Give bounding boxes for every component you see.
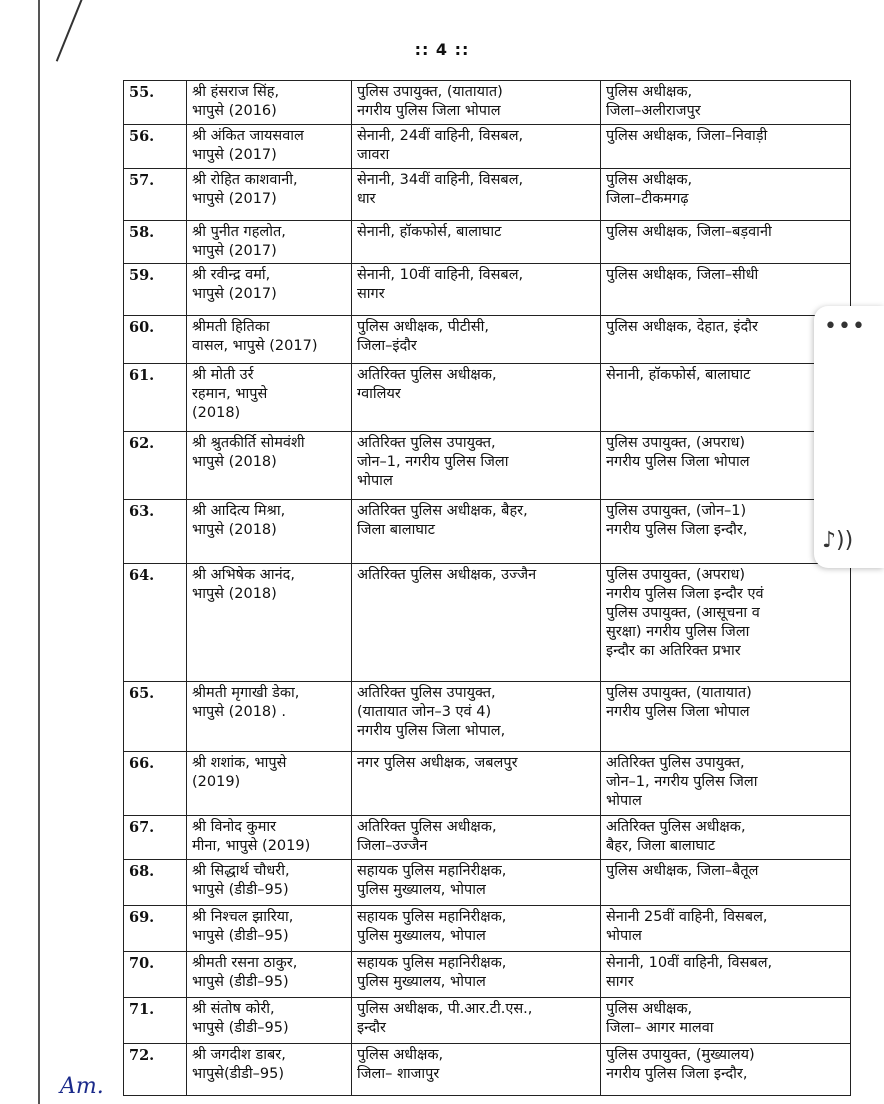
officer-name-cell-line: मीना, भापुसे (2019) (192, 838, 311, 854)
transfer-table (123, 80, 854, 1096)
page-edge-line (38, 0, 40, 1104)
new-posting-cell-line: सेनानी, 10वीं वाहिनी, विसबल, (606, 955, 773, 971)
officer-name-cell-line: भापुसे (2018) (192, 586, 277, 602)
officer-name-cell (187, 952, 352, 998)
officer-name-cell-line: श्री अंकित जायसवाल (192, 128, 304, 144)
table-row (124, 682, 851, 752)
serial-number-cell: 66. (124, 752, 187, 816)
new-posting-cell-line: सागर (606, 974, 634, 990)
officer-name-cell-line: वासल, भापुसे (2017) (192, 338, 318, 354)
officer-name-cell-line: श्री रोहित काशवानी, (192, 172, 298, 188)
officer-name-cell-line: श्री अभिषेक आनंद, (192, 567, 295, 583)
new-posting-cell-line: पुलिस उपायुक्त, (आसूचना व (606, 605, 760, 621)
current-posting-cell (352, 816, 601, 860)
officer-name-cell (187, 169, 352, 221)
officer-name-cell (187, 564, 352, 682)
officer-name-cell-line: श्री हंसराज सिंह, (192, 84, 280, 100)
officer-name-cell (187, 682, 352, 752)
current-posting-cell (352, 221, 601, 264)
table-row (124, 998, 851, 1044)
new-posting-cell-line: भोपाल (606, 793, 642, 809)
current-posting-cell (352, 169, 601, 221)
current-posting-cell (352, 264, 601, 316)
officer-name-cell-line: भापुसे (डीडी–95) (192, 928, 289, 944)
new-posting-cell (601, 816, 851, 860)
new-posting-cell-line: पुलिस अधीक्षक, जिला–बैतूल (606, 863, 759, 879)
current-posting-cell (352, 952, 601, 998)
new-posting-cell (601, 316, 851, 364)
officer-name-cell-line: श्री सिद्धार्थ चौधरी, (192, 863, 290, 879)
new-posting-cell-line: पुलिस अधीक्षक, (606, 1001, 693, 1017)
officer-name-cell-line: श्री जगदीश डाबर, (192, 1047, 286, 1063)
new-posting-cell-line: पुलिस अधीक्षक, जिला–बड़वानी (606, 224, 772, 240)
current-posting-cell-line: नगरीय पुलिस जिला भोपाल, (357, 723, 506, 739)
officer-name-cell (187, 1044, 352, 1096)
new-posting-cell-line: जोन–1, नगरीय पुलिस जिला (606, 774, 758, 790)
serial-number-cell: 55. (124, 81, 187, 125)
new-posting-cell-line: पुलिस उपायुक्त, (अपराध) (606, 567, 746, 583)
serial-number-cell: 58. (124, 221, 187, 264)
current-posting-cell-line: पुलिस अधीक्षक, पीटीसी, (357, 319, 489, 335)
current-posting-cell-line: पुलिस उपायुक्त, (यातायात) (357, 84, 503, 100)
officer-name-cell (187, 221, 352, 264)
current-posting-cell-line: सहायक पुलिस महानिरीक्षक, (357, 955, 507, 971)
serial-number-cell: 70. (124, 952, 187, 998)
transfer-table-body (124, 81, 854, 1096)
new-posting-cell-line: नगरीय पुलिस जिला इन्दौर, (606, 522, 748, 538)
officer-name-cell-line: श्री मोती उर्र (192, 367, 254, 383)
current-posting-cell-line: पुलिस मुख्यालय, भोपाल (357, 928, 486, 944)
current-posting-cell-line: अतिरिक्त पुलिस अधीक्षक, (357, 367, 497, 383)
current-posting-cell-line: इन्दौर (357, 1020, 386, 1036)
table-row (124, 316, 851, 364)
officer-name-cell-line: श्री निश्चल झारिया, (192, 909, 294, 925)
table-row (124, 221, 851, 264)
serial-number-cell: 57. (124, 169, 187, 221)
officer-name-cell-line: भापुसे (डीडी–95) (192, 974, 289, 990)
officer-name-cell-line: श्रीमती मृगाखी डेका, (192, 685, 300, 701)
new-posting-cell-line: पुलिस अधीक्षक, जिला–निवाड़ी (606, 128, 768, 144)
current-posting-cell-line: (यातायात जोन–3 एवं 4) (357, 704, 492, 720)
new-posting-cell (601, 906, 851, 952)
new-posting-cell (601, 364, 851, 432)
current-posting-cell (352, 564, 601, 682)
new-posting-cell-line: सुरक्षा) नगरीय पुलिस जिला (606, 624, 750, 640)
new-posting-cell-line: पुलिस उपायुक्त, (जोन–1) (606, 503, 747, 519)
table-row (124, 81, 851, 125)
new-posting-cell-line: पुलिस अधीक्षक, (606, 84, 693, 100)
current-posting-cell-line: सेनानी, 10वीं वाहिनी, विसबल, (357, 267, 524, 283)
current-posting-cell-line: जिला बालाघाट (357, 522, 435, 538)
serial-number-cell: 64. (124, 564, 187, 682)
serial-number-cell: 63. (124, 500, 187, 564)
table-row (124, 500, 851, 564)
serial-number-cell: 60. (124, 316, 187, 364)
serial-number-cell: 72. (124, 1044, 187, 1096)
page-number: :: 4 :: (414, 40, 470, 59)
current-posting-cell-line: सहायक पुलिस महानिरीक्षक, (357, 909, 507, 925)
officer-name-cell-line: श्री विनोद कुमार (192, 819, 277, 835)
new-posting-cell-line: पुलिस अधीक्षक, देहात, इंदौर (606, 319, 758, 335)
officer-name-cell-line: भापुसे (2017) (192, 286, 277, 302)
current-posting-cell-line: भोपाल (357, 473, 393, 489)
officer-name-cell-line: श्रीमती रसना ठाकुर, (192, 955, 298, 971)
new-posting-cell (601, 221, 851, 264)
table-row (124, 125, 851, 169)
current-posting-cell-line: अतिरिक्त पुलिस अधीक्षक, उज्जैन (357, 567, 537, 583)
current-posting-cell (352, 364, 601, 432)
new-posting-cell-line: इन्दौर का अतिरिक्त प्रभार (606, 643, 741, 659)
officer-name-cell-line: भापुसे (2017) (192, 147, 277, 163)
officer-name-cell-line: श्री आदित्य मिश्रा, (192, 503, 286, 519)
officer-name-cell-line: श्री श्रुतकीर्ति सोमवंशी (192, 435, 305, 451)
new-posting-cell-line: पुलिस अधीक्षक, (606, 172, 693, 188)
serial-number-cell: 68. (124, 860, 187, 906)
current-posting-cell-line: पुलिस अधीक्षक, (357, 1047, 444, 1063)
current-posting-cell (352, 860, 601, 906)
serial-number-cell: 61. (124, 364, 187, 432)
signature-mark: Am. (60, 1074, 104, 1099)
table-row (124, 364, 851, 432)
new-posting-cell (601, 682, 851, 752)
officer-name-cell-line: भापुसे (2016) (192, 103, 277, 119)
new-posting-cell (601, 1044, 851, 1096)
current-posting-cell-line: पुलिस मुख्यालय, भोपाल (357, 882, 486, 898)
serial-number-cell: 65. (124, 682, 187, 752)
current-posting-cell-line: सहायक पुलिस महानिरीक्षक, (357, 863, 507, 879)
officer-name-cell (187, 264, 352, 316)
read-aloud-icon[interactable]: ♪)) (822, 528, 854, 553)
current-posting-cell-line: सेनानी, हॉकफोर्स, बालाघाट (357, 224, 502, 240)
serial-number-cell: 62. (124, 432, 187, 500)
table-row (124, 1044, 851, 1096)
officer-name-cell-line: श्रीमती हितिका (192, 319, 270, 335)
table-row (124, 952, 851, 998)
officer-name-cell-line: भापुसे(डीडी–95) (192, 1066, 285, 1082)
new-posting-cell (601, 500, 854, 564)
serial-number-cell: 56. (124, 125, 187, 169)
new-posting-cell (601, 125, 851, 169)
officer-name-cell (187, 752, 352, 816)
new-posting-cell-line: अतिरिक्त पुलिस अधीक्षक, (606, 819, 746, 835)
officer-name-cell-line: भापुसे (2017) (192, 191, 277, 207)
current-posting-cell (352, 81, 601, 125)
officer-name-cell-line: श्री रवीन्द्र वर्मा, (192, 267, 271, 283)
current-posting-cell (352, 1044, 601, 1096)
serial-number-cell: 69. (124, 906, 187, 952)
new-posting-cell-line: जिला–टीकमगढ़ (606, 191, 689, 207)
officer-name-cell (187, 432, 352, 500)
current-posting-cell-line: जावरा (357, 147, 390, 163)
officer-name-cell-line: रहमान, भापुसे (192, 386, 268, 402)
new-posting-cell-line: नगरीय पुलिस जिला इन्दौर एवं (606, 586, 764, 602)
new-posting-cell-line: नगरीय पुलिस जिला भोपाल (606, 454, 750, 470)
current-posting-cell-line: अतिरिक्त पुलिस उपायुक्त, (357, 435, 496, 451)
current-posting-cell (352, 316, 601, 364)
new-posting-cell (601, 81, 851, 125)
table-row (124, 264, 851, 316)
current-posting-cell-line: जिला–उज्जैन (357, 838, 428, 854)
serial-number-cell: 71. (124, 998, 187, 1044)
officer-name-cell-line: (2018) (192, 405, 241, 421)
officer-name-cell (187, 81, 352, 125)
current-posting-cell (352, 998, 601, 1044)
table-row (124, 752, 851, 816)
table-row (124, 169, 851, 221)
table-row (124, 432, 851, 500)
officer-name-cell (187, 998, 352, 1044)
new-posting-cell-line: पुलिस अधीक्षक, जिला–सीधी (606, 267, 759, 283)
new-posting-cell (601, 752, 851, 816)
serial-number-cell: 67. (124, 816, 187, 860)
new-posting-cell-line: जिला– आगर मालवा (606, 1020, 714, 1036)
current-posting-cell-line: जोन–1, नगरीय पुलिस जिला (357, 454, 509, 470)
current-posting-cell (352, 125, 601, 169)
current-posting-cell (352, 500, 601, 564)
current-posting-cell (352, 906, 601, 952)
new-posting-cell (601, 998, 851, 1044)
current-posting-cell (352, 752, 601, 816)
more-options-icon[interactable]: ••• (824, 314, 866, 339)
current-posting-cell-line: जिला–इंदौर (357, 338, 417, 354)
current-posting-cell-line: पुलिस अधीक्षक, पी.आर.टी.एस., (357, 1001, 533, 1017)
current-posting-cell-line: जिला– शाजापुर (357, 1066, 440, 1082)
current-posting-cell-line: नगरीय पुलिस जिला भोपाल (357, 103, 501, 119)
current-posting-cell-line: नगर पुलिस अधीक्षक, जबलपुर (357, 755, 518, 771)
current-posting-cell-line: सागर (357, 286, 385, 302)
new-posting-cell-line: पुलिस उपायुक्त, (मुख्यालय) (606, 1047, 755, 1063)
new-posting-cell-line: भोपाल (606, 928, 642, 944)
current-posting-cell-line: ग्वालियर (357, 386, 401, 402)
new-posting-cell-line: सेनानी, हॉकफोर्स, बालाघाट (606, 367, 751, 383)
new-posting-cell (601, 564, 851, 682)
new-posting-cell-line: जिला–अलीराजपुर (606, 103, 701, 119)
new-posting-cell-line: अतिरिक्त पुलिस उपायुक्त, (606, 755, 745, 771)
current-posting-cell-line: सेनानी, 34वीं वाहिनी, विसबल, (357, 172, 524, 188)
officer-name-cell (187, 500, 352, 564)
officer-name-cell (187, 364, 352, 432)
officer-name-cell (187, 816, 352, 860)
officer-name-cell (187, 906, 352, 952)
current-posting-cell-line: सेनानी, 24वीं वाहिनी, विसबल, (357, 128, 524, 144)
current-posting-cell (352, 682, 601, 752)
new-posting-cell-line: पुलिस उपायुक्त, (यातायात) (606, 685, 752, 701)
current-posting-cell-line: पुलिस मुख्यालय, भोपाल (357, 974, 486, 990)
current-posting-cell (352, 432, 601, 500)
new-posting-cell (601, 169, 851, 221)
new-posting-cell-line: नगरीय पुलिस जिला इन्दौर, (606, 1066, 748, 1082)
new-posting-cell (601, 952, 851, 998)
officer-name-cell-line: भापुसे (2018) (192, 522, 277, 538)
table-row (124, 816, 851, 860)
new-posting-cell-line: पुलिस उपायुक्त, (अपराध) (606, 435, 746, 451)
side-action-panel (814, 306, 884, 568)
officer-name-cell-line: भापुसे (2018) (192, 454, 277, 470)
current-posting-cell-line: अतिरिक्त पुलिस उपायुक्त, (357, 685, 496, 701)
officer-name-cell (187, 316, 352, 364)
new-posting-cell-line: सेनानी 25वीं वाहिनी, विसबल, (606, 909, 768, 925)
current-posting-cell-line: धार (357, 191, 376, 207)
officer-name-cell-line: भापुसे (डीडी–95) (192, 1020, 289, 1036)
new-posting-cell-line: नगरीय पुलिस जिला भोपाल (606, 704, 750, 720)
current-posting-cell-line: अतिरिक्त पुलिस अधीक्षक, बैहर, (357, 503, 528, 519)
officer-name-cell (187, 860, 352, 906)
new-posting-cell (601, 264, 851, 316)
officer-name-cell-line: श्री शशांक, भापुसे (192, 755, 287, 771)
officer-name-cell-line: भापुसे (डीडी–95) (192, 882, 289, 898)
officer-name-cell-line: श्री संतोष कोरी, (192, 1001, 275, 1017)
officer-name-cell-line: (2019) (192, 774, 241, 790)
officer-name-cell (187, 125, 352, 169)
current-posting-cell-line: अतिरिक्त पुलिस अधीक्षक, (357, 819, 497, 835)
table-row (124, 564, 851, 682)
officer-name-cell-line: भापुसे (2017) (192, 243, 277, 259)
officer-name-cell-line: श्री पुनीत गहलोत, (192, 224, 286, 240)
serial-number-cell: 59. (124, 264, 187, 316)
new-posting-cell (601, 432, 851, 500)
new-posting-cell-line: बैहर, जिला बालाघाट (606, 838, 716, 854)
table-row (124, 860, 851, 906)
table-row (124, 906, 851, 952)
officer-name-cell-line: भापुसे (2018) . (192, 704, 287, 720)
new-posting-cell (601, 860, 851, 906)
